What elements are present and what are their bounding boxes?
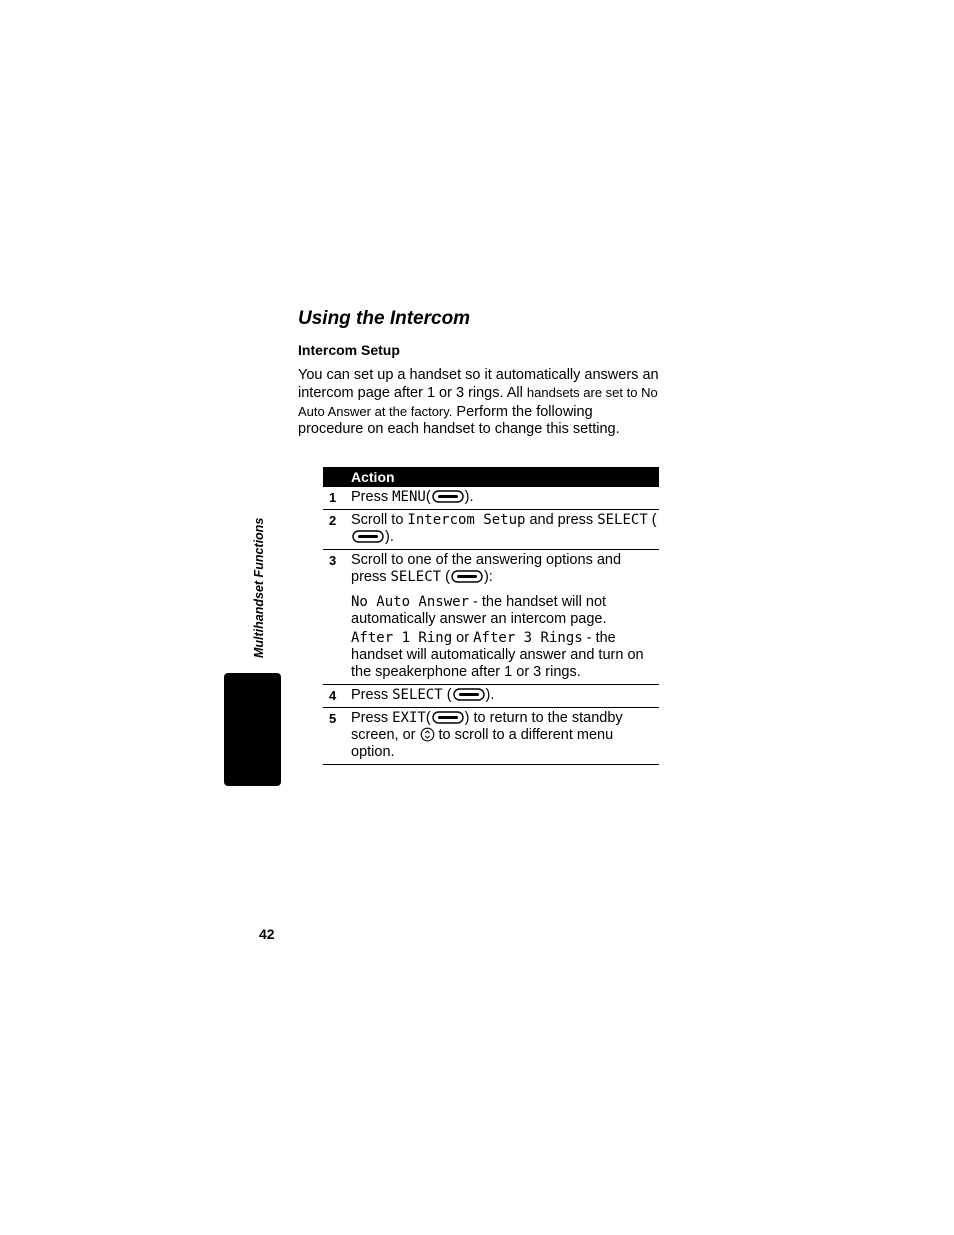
table-row: [323, 550, 659, 685]
exit-key-label: EXIT: [392, 710, 426, 726]
step-text-part: ).: [464, 489, 474, 505]
soft-key-icon: [432, 490, 464, 503]
step-text-part: (: [425, 489, 431, 505]
step-number: 4: [323, 685, 351, 708]
intro-paragraph: [298, 367, 660, 438]
step-text-part: and press: [525, 512, 598, 528]
step-text: [351, 487, 659, 510]
step-text-part: Press: [351, 710, 393, 726]
step-text-part: (: [425, 710, 431, 726]
step-text-part: ).: [385, 529, 394, 545]
action-table: [323, 467, 659, 765]
sub-title: Intercom Setup: [298, 342, 400, 358]
intro-text-b: handsets are set to No Auto Answer at the factory.: [298, 385, 658, 419]
section-title: Using the Intercom: [298, 308, 471, 329]
option-description: - the handset will automatically answer and turn on the speakerphone after 1 or 3 rings.: [351, 630, 644, 680]
menu-item-label: Intercom Setup: [407, 512, 526, 528]
side-section-label: Multihandset Functions: [252, 517, 266, 658]
nav-key-icon: [420, 727, 435, 742]
step-number: 2: [323, 510, 351, 550]
menu-key-label: MENU: [392, 489, 426, 505]
table-row: [323, 510, 659, 550]
select-key-label: SELECT: [392, 687, 443, 703]
option-name: No Auto Answer: [351, 594, 470, 610]
step-text-part: ).: [485, 687, 495, 703]
step-number: 5: [323, 708, 351, 765]
step-text-part: Scroll to: [351, 512, 408, 528]
soft-key-icon: [352, 530, 384, 543]
step-text-part: ) to return to the standby screen, or: [351, 710, 623, 743]
intro-text-a: You can set up a handset so it automatically answers an intercom page after 1 or 3 rings. All: [298, 367, 659, 402]
option-after-rings: [351, 630, 659, 681]
table-row: [323, 487, 659, 510]
soft-key-icon: [432, 711, 464, 724]
step-text-part: (: [647, 512, 657, 528]
option-description: - the handset will not automatically answer an intercom page.: [351, 594, 607, 627]
step-number: 3: [323, 550, 351, 685]
table-row: [323, 708, 659, 765]
soft-key-icon: [453, 688, 485, 701]
step-text-part: Press: [351, 687, 393, 703]
option-no-auto-answer: [351, 594, 659, 628]
step-text: [351, 685, 659, 708]
option-name: After 1 Ring: [351, 630, 453, 646]
step-number: 1: [323, 487, 351, 510]
select-key-label: SELECT: [390, 569, 442, 585]
step-text-part: (: [442, 687, 452, 703]
soft-key-icon: [451, 570, 483, 583]
step-text: [351, 550, 659, 685]
step-text: [351, 510, 659, 550]
intro-text-c: Perform the following procedure on each handset to change this setting.: [298, 403, 620, 437]
select-key-label: SELECT: [597, 512, 648, 528]
step-text-part: (: [441, 569, 450, 585]
table-row: [323, 685, 659, 708]
step-text-part: Press: [351, 489, 393, 505]
page-number: 42: [259, 926, 275, 942]
option-connector: or: [452, 630, 474, 646]
step-text-part: Scroll to one of the answering options and press: [351, 552, 622, 585]
step-text-part: to scroll to a different menu option.: [351, 727, 614, 760]
step-text-part: ):: [483, 569, 493, 585]
option-name: After 3 Rings: [473, 630, 583, 646]
step-instruction: [351, 552, 659, 586]
table-header-row: [323, 467, 659, 487]
step-text: [351, 708, 659, 765]
table-header-action: Action: [323, 467, 659, 487]
section-tab-marker: [224, 673, 281, 786]
